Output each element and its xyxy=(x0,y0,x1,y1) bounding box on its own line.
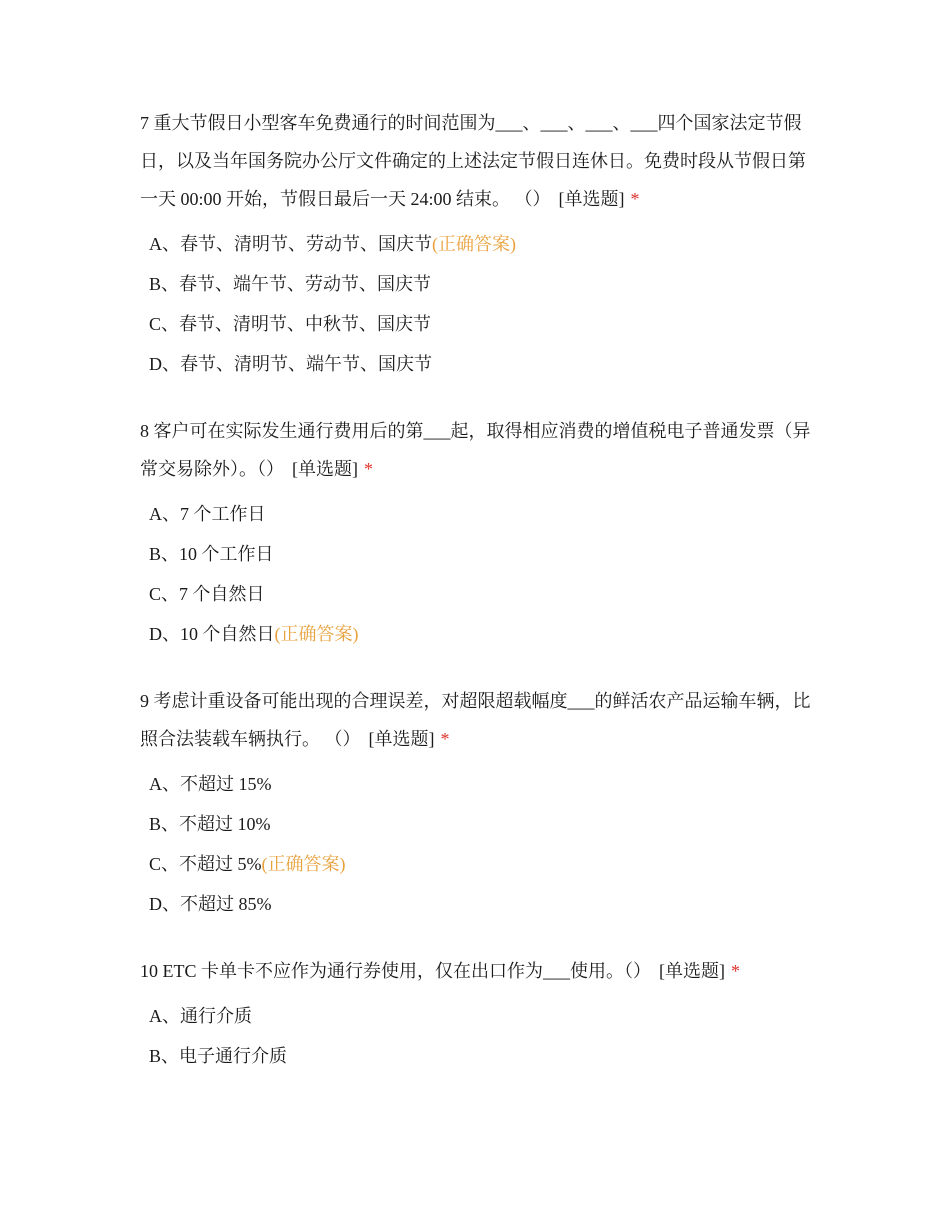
option-text: C、春节、清明节、中秋节、国庆节 xyxy=(149,314,432,334)
option-text: C、7 个自然日 xyxy=(149,584,265,604)
option-list xyxy=(140,494,820,654)
option-list xyxy=(140,224,820,384)
question-8 xyxy=(140,412,820,654)
option-b[interactable] xyxy=(149,804,820,844)
question-list xyxy=(140,104,820,1076)
option-a[interactable] xyxy=(149,494,820,534)
option-text: C、不超过 5% xyxy=(149,854,262,874)
correct-answer-note: (正确答案) xyxy=(274,624,359,644)
option-a[interactable] xyxy=(149,996,820,1036)
option-text: B、春节、端午节、劳动节、国庆节 xyxy=(149,274,432,294)
question-7 xyxy=(140,104,820,384)
option-list xyxy=(140,996,820,1076)
option-text: D、不超过 85% xyxy=(149,894,272,914)
question-type-tag: [单选题] xyxy=(292,459,358,479)
required-marker: * xyxy=(630,189,640,209)
required-marker: * xyxy=(440,729,450,749)
option-text: D、10 个自然日 xyxy=(149,624,275,644)
option-list xyxy=(140,764,820,924)
option-d[interactable] xyxy=(149,344,820,384)
question-text: 8 客户可在实际发生通行费用后的第___起，取得相应消费的增值税电子普通发票（异常交易除外）。（） xyxy=(140,421,811,479)
question-9 xyxy=(140,682,820,924)
option-c[interactable] xyxy=(149,574,820,614)
option-b[interactable] xyxy=(149,534,820,574)
question-type-tag: [单选题] xyxy=(558,189,625,209)
correct-answer-note: (正确答案) xyxy=(432,234,516,254)
option-text: A、春节、清明节、劳动节、国庆节 xyxy=(149,234,432,254)
option-d[interactable] xyxy=(149,884,820,924)
option-d[interactable] xyxy=(149,614,820,654)
required-marker: * xyxy=(364,459,373,479)
question-title xyxy=(140,682,820,758)
option-text: A、7 个工作日 xyxy=(149,504,266,524)
question-type-tag: [单选题] xyxy=(368,729,435,749)
question-text: 9 考虑计重设备可能出现的合理误差，对超限超载幅度___的鲜活农产品运输车辆，比照合法装载车辆执行。 （） xyxy=(140,691,811,749)
question-text: 10 ETC 卡单卡不应作为通行券使用，仅在出口作为___使用。（） xyxy=(140,961,651,981)
option-text: B、不超过 10% xyxy=(149,814,271,834)
option-text: D、春节、清明节、端午节、国庆节 xyxy=(149,354,432,374)
option-text: A、通行介质 xyxy=(149,1006,252,1026)
option-a[interactable] xyxy=(149,224,820,264)
required-marker: * xyxy=(731,961,740,981)
option-a[interactable] xyxy=(149,764,820,804)
option-b[interactable] xyxy=(149,264,820,304)
question-10 xyxy=(140,952,820,1076)
question-title xyxy=(140,412,820,488)
option-text: A、不超过 15% xyxy=(149,774,272,794)
option-text: B、电子通行介质 xyxy=(149,1046,288,1066)
option-text: B、10 个工作日 xyxy=(149,544,274,564)
correct-answer-note: (正确答案) xyxy=(261,854,346,874)
question-title xyxy=(140,104,820,218)
question-title xyxy=(140,952,820,990)
question-type-tag: [单选题] xyxy=(659,961,725,981)
option-b[interactable] xyxy=(149,1036,820,1076)
option-c[interactable] xyxy=(149,844,820,884)
question-text: 7 重大节假日小型客车免费通行的时间范围为___、___、___、___四个国家法定节假日，以及当年国务院办公厅文件确定的上述法定节假日连休日。免费时段从节假日第一天 00:00 开始，节假日最后一天 24:00 结束。 （） xyxy=(140,113,806,209)
option-c[interactable] xyxy=(149,304,820,344)
